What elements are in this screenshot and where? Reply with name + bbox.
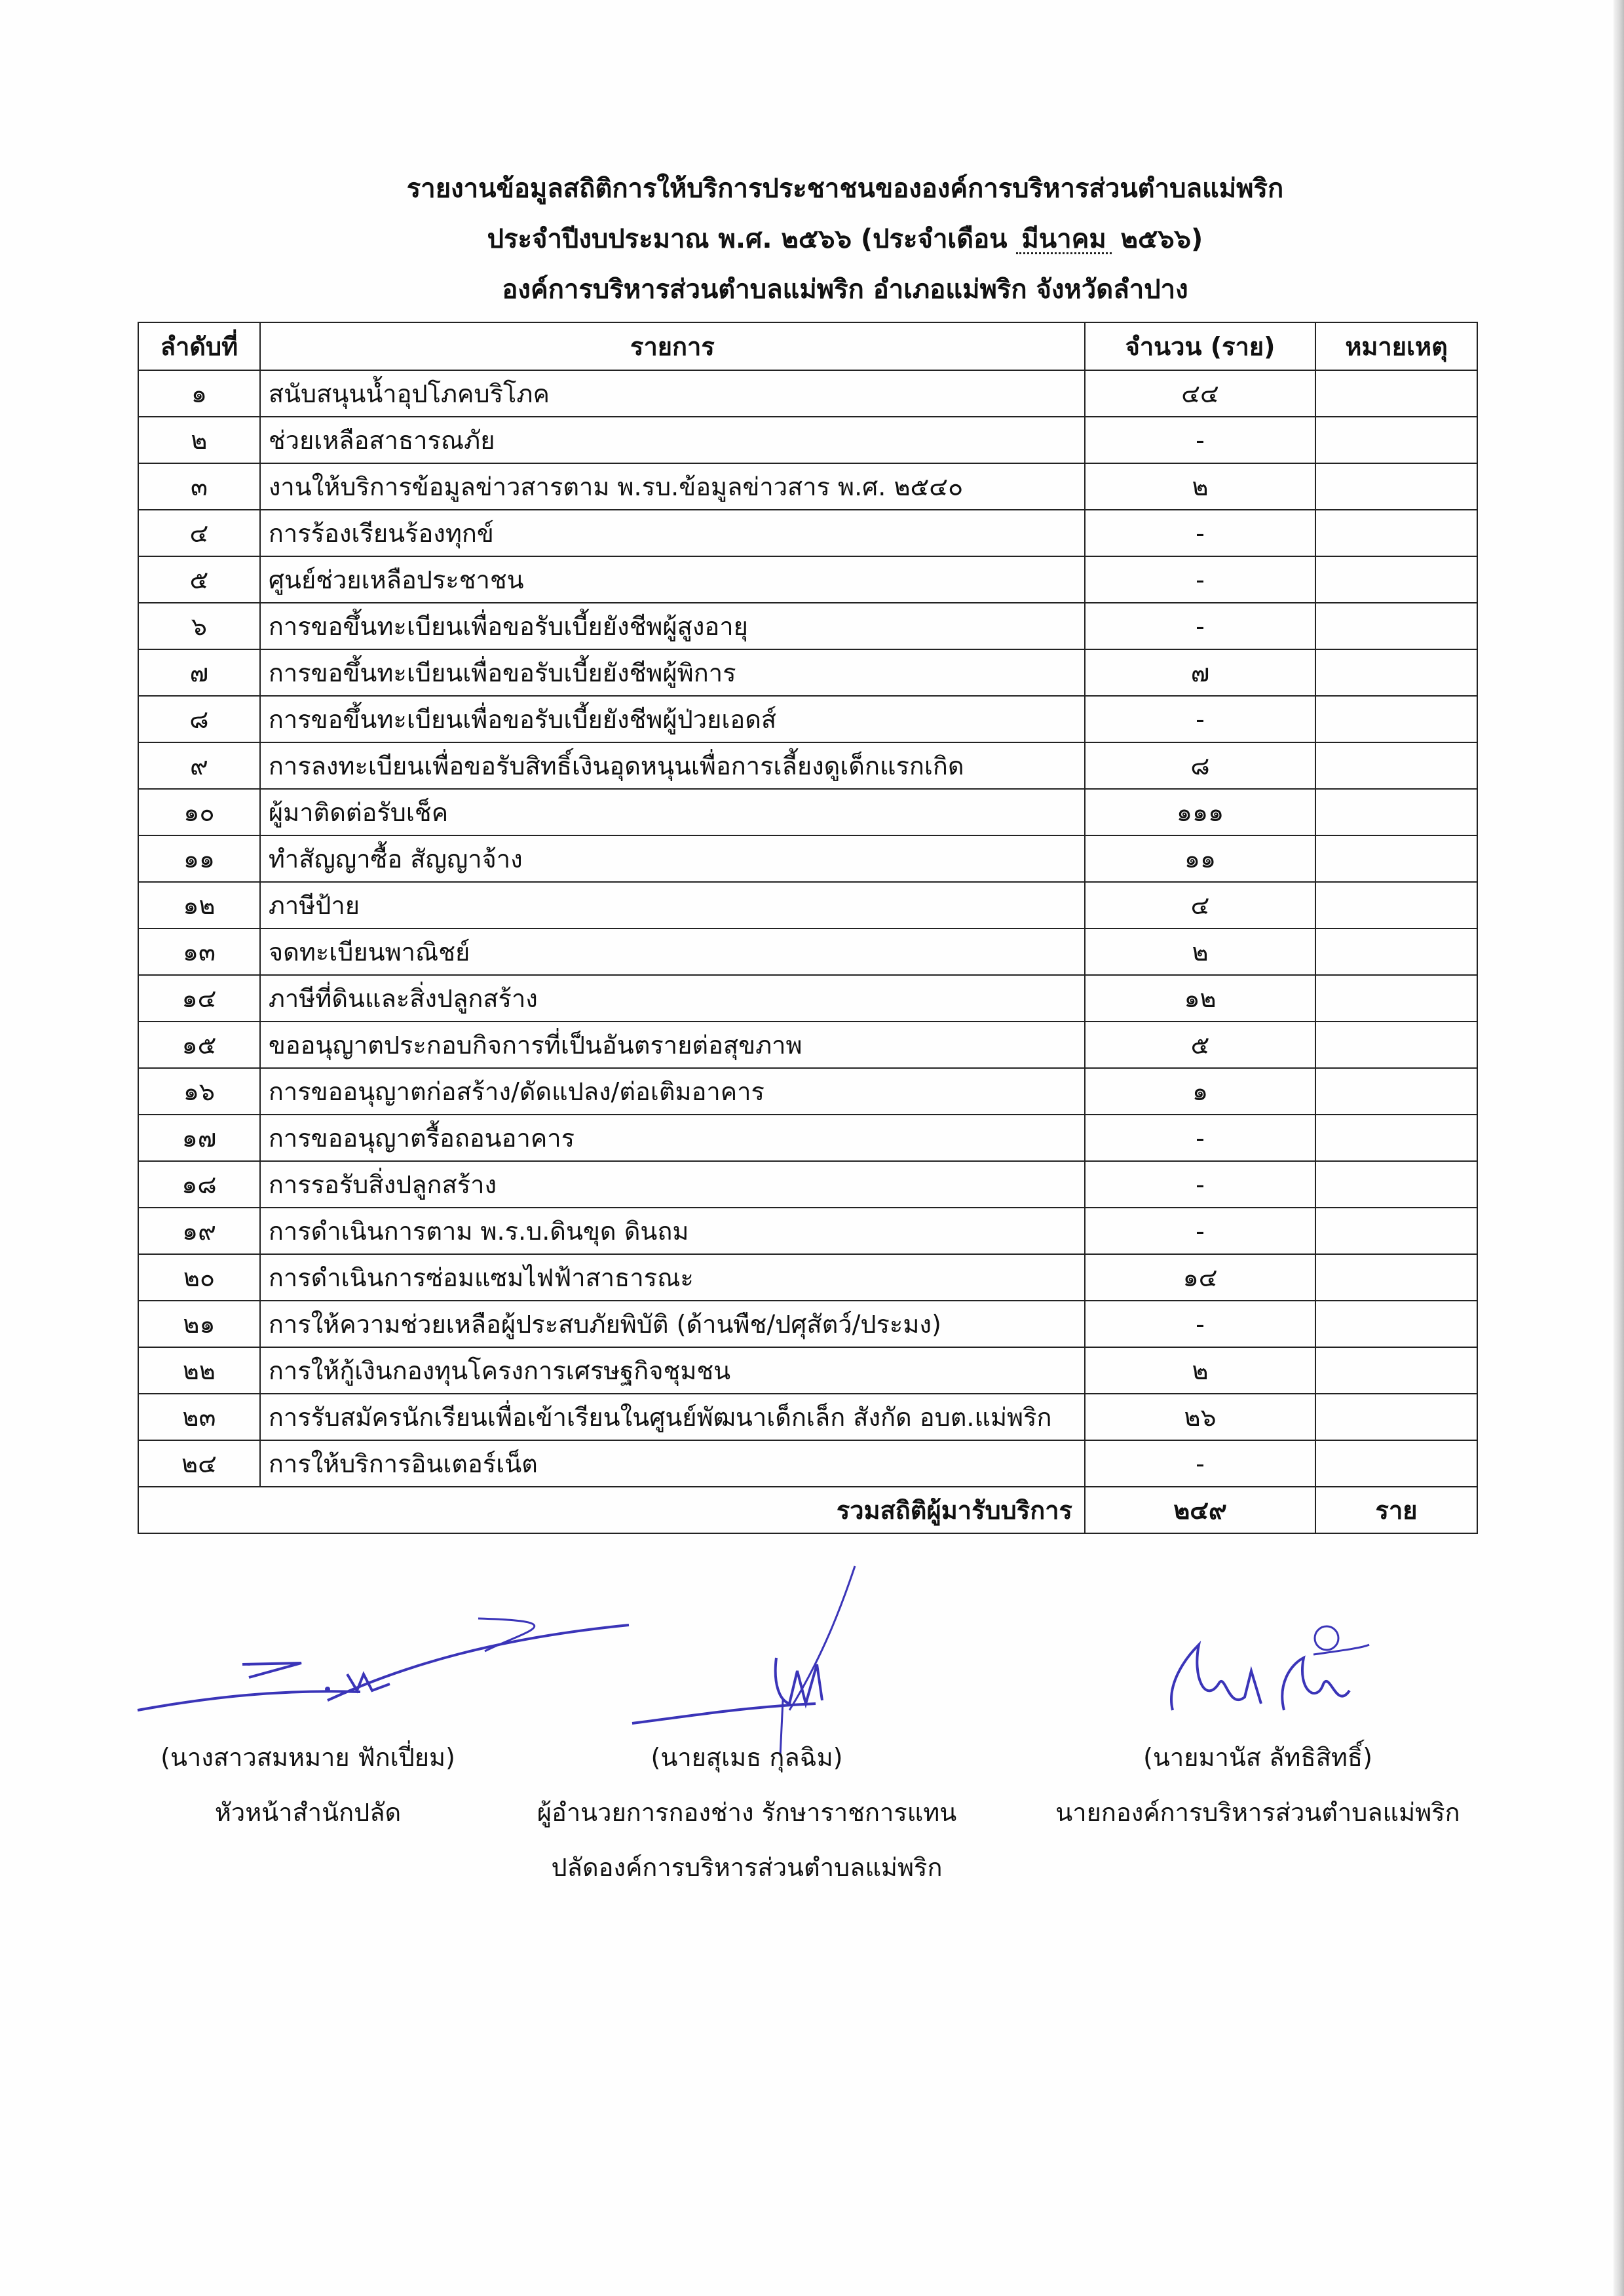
table-row [138, 603, 1477, 649]
row-item: การให้ความช่วยเหลือผู้ประสบภัยพิบัติ (ด้านพืช/ปศุสัตว์/ประมง) [260, 1301, 1085, 1347]
row-quantity: ๑๑๑ [1085, 789, 1315, 835]
table-row [138, 696, 1477, 742]
row-item: ผู้มาติดต่อรับเช็ค [260, 789, 1085, 835]
row-note [1315, 649, 1477, 696]
row-quantity: ๔ [1085, 882, 1315, 928]
row-quantity: - [1085, 556, 1315, 603]
row-item: จดทะเบียนพาณิชย์ [260, 928, 1085, 975]
row-note [1315, 603, 1477, 649]
signatory-1 [118, 1730, 498, 1840]
row-quantity: - [1085, 1208, 1315, 1254]
row-number: ๑ [138, 370, 260, 417]
row-item: งานให้บริการข้อมูลข่าวสารตาม พ.รบ.ข้อมูลข่าวสาร พ.ศ. ๒๕๔๐ [260, 463, 1085, 510]
table-row [138, 835, 1477, 882]
row-quantity: ๔๔ [1085, 370, 1315, 417]
row-quantity: - [1085, 696, 1315, 742]
row-item: การลงทะเบียนเพื่อขอรับสิทธิ์เงินอุดหนุนเพื่อการเลี้ยงดูเด็กแรกเกิด [260, 742, 1085, 789]
row-item: การให้บริการอินเตอร์เน็ต [260, 1440, 1085, 1487]
signatory-3-name: (นายมานัส ลัทธิสิทธิ์) [1143, 1743, 1372, 1772]
row-number: ๑๘ [138, 1161, 260, 1208]
row-number: ๒ [138, 417, 260, 463]
table-row [138, 1115, 1477, 1161]
row-item: การขออนุญาตรื้อถอนอาคาร [260, 1115, 1085, 1161]
row-number: ๑๓ [138, 928, 260, 975]
row-number: ๑๔ [138, 975, 260, 1022]
row-number: ๑๑ [138, 835, 260, 882]
signatory-2 [518, 1730, 976, 1895]
row-number: ๒๑ [138, 1301, 260, 1347]
row-item: การขอขึ้นทะเบียนเพื่อขอรับเบี้ยยังชีพผู้พิการ [260, 649, 1085, 696]
report-period [131, 226, 1559, 254]
row-quantity: ๑๒ [1085, 975, 1315, 1022]
table-row [138, 1254, 1477, 1301]
row-item: การขอขึ้นทะเบียนเพื่อขอรับเบี้ยยังชีพผู้สูงอายุ [260, 603, 1085, 649]
row-note [1315, 510, 1477, 556]
table-row [138, 463, 1477, 510]
statistics-table [138, 322, 1478, 1534]
report-title: รายงานข้อมูลสถิติการให้บริการประชาชนขององค์การบริหารส่วนตำบลแม่พริก [406, 174, 1284, 204]
row-note [1315, 975, 1477, 1022]
row-item: สนับสนุนน้ำอุปโภคบริโภค [260, 370, 1085, 417]
row-note [1315, 1161, 1477, 1208]
table-row [138, 1347, 1477, 1394]
table-row [138, 742, 1477, 789]
row-quantity: ๑๑ [1085, 835, 1315, 882]
row-quantity: - [1085, 510, 1315, 556]
row-item: การขออนุญาตก่อสร้าง/ดัดแปลง/ต่อเติมอาคาร [260, 1068, 1085, 1115]
row-note [1315, 417, 1477, 463]
row-note [1315, 1394, 1477, 1440]
period-prefix: ประจำปีงบประมาณ พ.ศ. ๒๕๖๖ (ประจำเดือน [487, 224, 1008, 254]
header-note: หมายเหตุ [1315, 322, 1477, 370]
row-note [1315, 1301, 1477, 1347]
row-number: ๘ [138, 696, 260, 742]
table-row [138, 1068, 1477, 1115]
row-item: การรอรับสิ่งปลูกสร้าง [260, 1161, 1085, 1208]
table-row [138, 789, 1477, 835]
row-note [1315, 1115, 1477, 1161]
row-quantity: ๑๔ [1085, 1254, 1315, 1301]
row-note [1315, 882, 1477, 928]
total-value: ๒๔๙ [1085, 1487, 1315, 1533]
table-row [138, 1394, 1477, 1440]
row-item: การขอขึ้นทะเบียนเพื่อขอรับเบี้ยยังชีพผู้ป่วยเอดส์ [260, 696, 1085, 742]
table-row [138, 1440, 1477, 1487]
table-row [138, 1161, 1477, 1208]
signatory-3 [1022, 1730, 1494, 1840]
row-number: ๑๒ [138, 882, 260, 928]
row-note [1315, 928, 1477, 975]
total-unit: ราย [1315, 1487, 1477, 1533]
row-item: ทำสัญญาซื้อ สัญญาจ้าง [260, 835, 1085, 882]
row-note [1315, 1022, 1477, 1068]
row-item: ช่วยเหลือสาธารณภัย [260, 417, 1085, 463]
row-number: ๒๓ [138, 1394, 260, 1440]
row-quantity: ๒ [1085, 1347, 1315, 1394]
table-row [138, 370, 1477, 417]
row-item: การดำเนินการตาม พ.ร.บ.ดินขุด ดินถม [260, 1208, 1085, 1254]
table-row [138, 882, 1477, 928]
row-number: ๒๐ [138, 1254, 260, 1301]
table-row [138, 1208, 1477, 1254]
row-note [1315, 1254, 1477, 1301]
row-number: ๕ [138, 556, 260, 603]
period-month: มีนาคม [1016, 226, 1111, 254]
table-body [138, 370, 1477, 1487]
table-row [138, 510, 1477, 556]
row-number: ๑๗ [138, 1115, 260, 1161]
row-quantity: - [1085, 1440, 1315, 1487]
row-number: ๑๙ [138, 1208, 260, 1254]
row-quantity: - [1085, 1161, 1315, 1208]
signatory-3-position: นายกองค์การบริหารส่วนตำบลแม่พริก [1055, 1798, 1460, 1827]
table-header-row [138, 322, 1477, 370]
row-number: ๒๒ [138, 1347, 260, 1394]
row-note [1315, 556, 1477, 603]
row-quantity: ๘ [1085, 742, 1315, 789]
row-note [1315, 1068, 1477, 1115]
row-note [1315, 463, 1477, 510]
header-item: รายการ [260, 322, 1085, 370]
row-note [1315, 1347, 1477, 1394]
row-quantity: ๒๖ [1085, 1394, 1315, 1440]
row-quantity: ๒ [1085, 463, 1315, 510]
table-row [138, 975, 1477, 1022]
row-note [1315, 742, 1477, 789]
row-item: ภาษีป้าย [260, 882, 1085, 928]
row-number: ๙ [138, 742, 260, 789]
page-edge-shadow [1614, 0, 1624, 2296]
signature-1-mark [131, 1612, 642, 1717]
period-suffix: ๒๕๖๖) [1120, 224, 1203, 254]
row-number: ๔ [138, 510, 260, 556]
row-note [1315, 789, 1477, 835]
table-row [138, 556, 1477, 603]
row-note [1315, 370, 1477, 417]
row-quantity: - [1085, 603, 1315, 649]
row-item: การดำเนินการซ่อมแซมไฟฟ้าสาธารณะ [260, 1254, 1085, 1301]
row-note [1315, 1208, 1477, 1254]
row-number: ๒๔ [138, 1440, 260, 1487]
row-quantity: ๒ [1085, 928, 1315, 975]
signatory-1-name: (นางสาวสมหมาย ฟักเปี่ยม) [161, 1743, 455, 1772]
header-no: ลำดับที่ [138, 322, 260, 370]
row-number: ๑๕ [138, 1022, 260, 1068]
row-item: ขออนุญาตประกอบกิจการที่เป็นอันตรายต่อสุขภาพ [260, 1022, 1085, 1068]
row-item: การร้องเรียนร้องทุกข์ [260, 510, 1085, 556]
row-item: ภาษีที่ดินและสิ่งปลูกสร้าง [260, 975, 1085, 1022]
organization-line: องค์การบริหารส่วนตำบลแม่พริก อำเภอแม่พริก จังหวัดลำปาง [502, 275, 1188, 305]
row-item: ศูนย์ช่วยเหลือประชาชน [260, 556, 1085, 603]
table-row [138, 649, 1477, 696]
signatory-2-position: ผู้อำนวยการกองช่าง รักษาราชการแทน [537, 1798, 957, 1827]
row-number: ๑๖ [138, 1068, 260, 1115]
table-row [138, 1301, 1477, 1347]
row-quantity: - [1085, 1301, 1315, 1347]
row-number: ๗ [138, 649, 260, 696]
signatory-2-name: (นายสุเมธ กุลฉิม) [651, 1743, 843, 1772]
row-number: ๑๐ [138, 789, 260, 835]
row-number: ๓ [138, 463, 260, 510]
row-quantity: - [1085, 1115, 1315, 1161]
row-item: การให้กู้เงินกองทุนโครงการเศรษฐกิจชุมชน [260, 1347, 1085, 1394]
header-qty: จำนวน (ราย) [1085, 322, 1315, 370]
signatory-1-position: หัวหน้าสำนักปลัด [214, 1798, 402, 1827]
signatory-2-position-2: ปลัดองค์การบริหารส่วนตำบลแม่พริก [551, 1853, 943, 1882]
table-row [138, 928, 1477, 975]
row-note [1315, 696, 1477, 742]
row-note [1315, 1440, 1477, 1487]
row-quantity: - [1085, 417, 1315, 463]
table-row [138, 1022, 1477, 1068]
row-number: ๖ [138, 603, 260, 649]
signature-3-mark [1153, 1618, 1376, 1736]
row-quantity: ๕ [1085, 1022, 1315, 1068]
total-row [138, 1487, 1477, 1533]
row-item: การรับสมัครนักเรียนเพื่อเข้าเรียนในศูนย์พัฒนาเด็กเล็ก สังกัด อบต.แม่พริก [260, 1394, 1085, 1440]
row-quantity: ๗ [1085, 649, 1315, 696]
row-note [1315, 835, 1477, 882]
row-quantity: ๑ [1085, 1068, 1315, 1115]
total-label: รวมสถิติผู้มารับบริการ [138, 1487, 1085, 1533]
table-row [138, 417, 1477, 463]
